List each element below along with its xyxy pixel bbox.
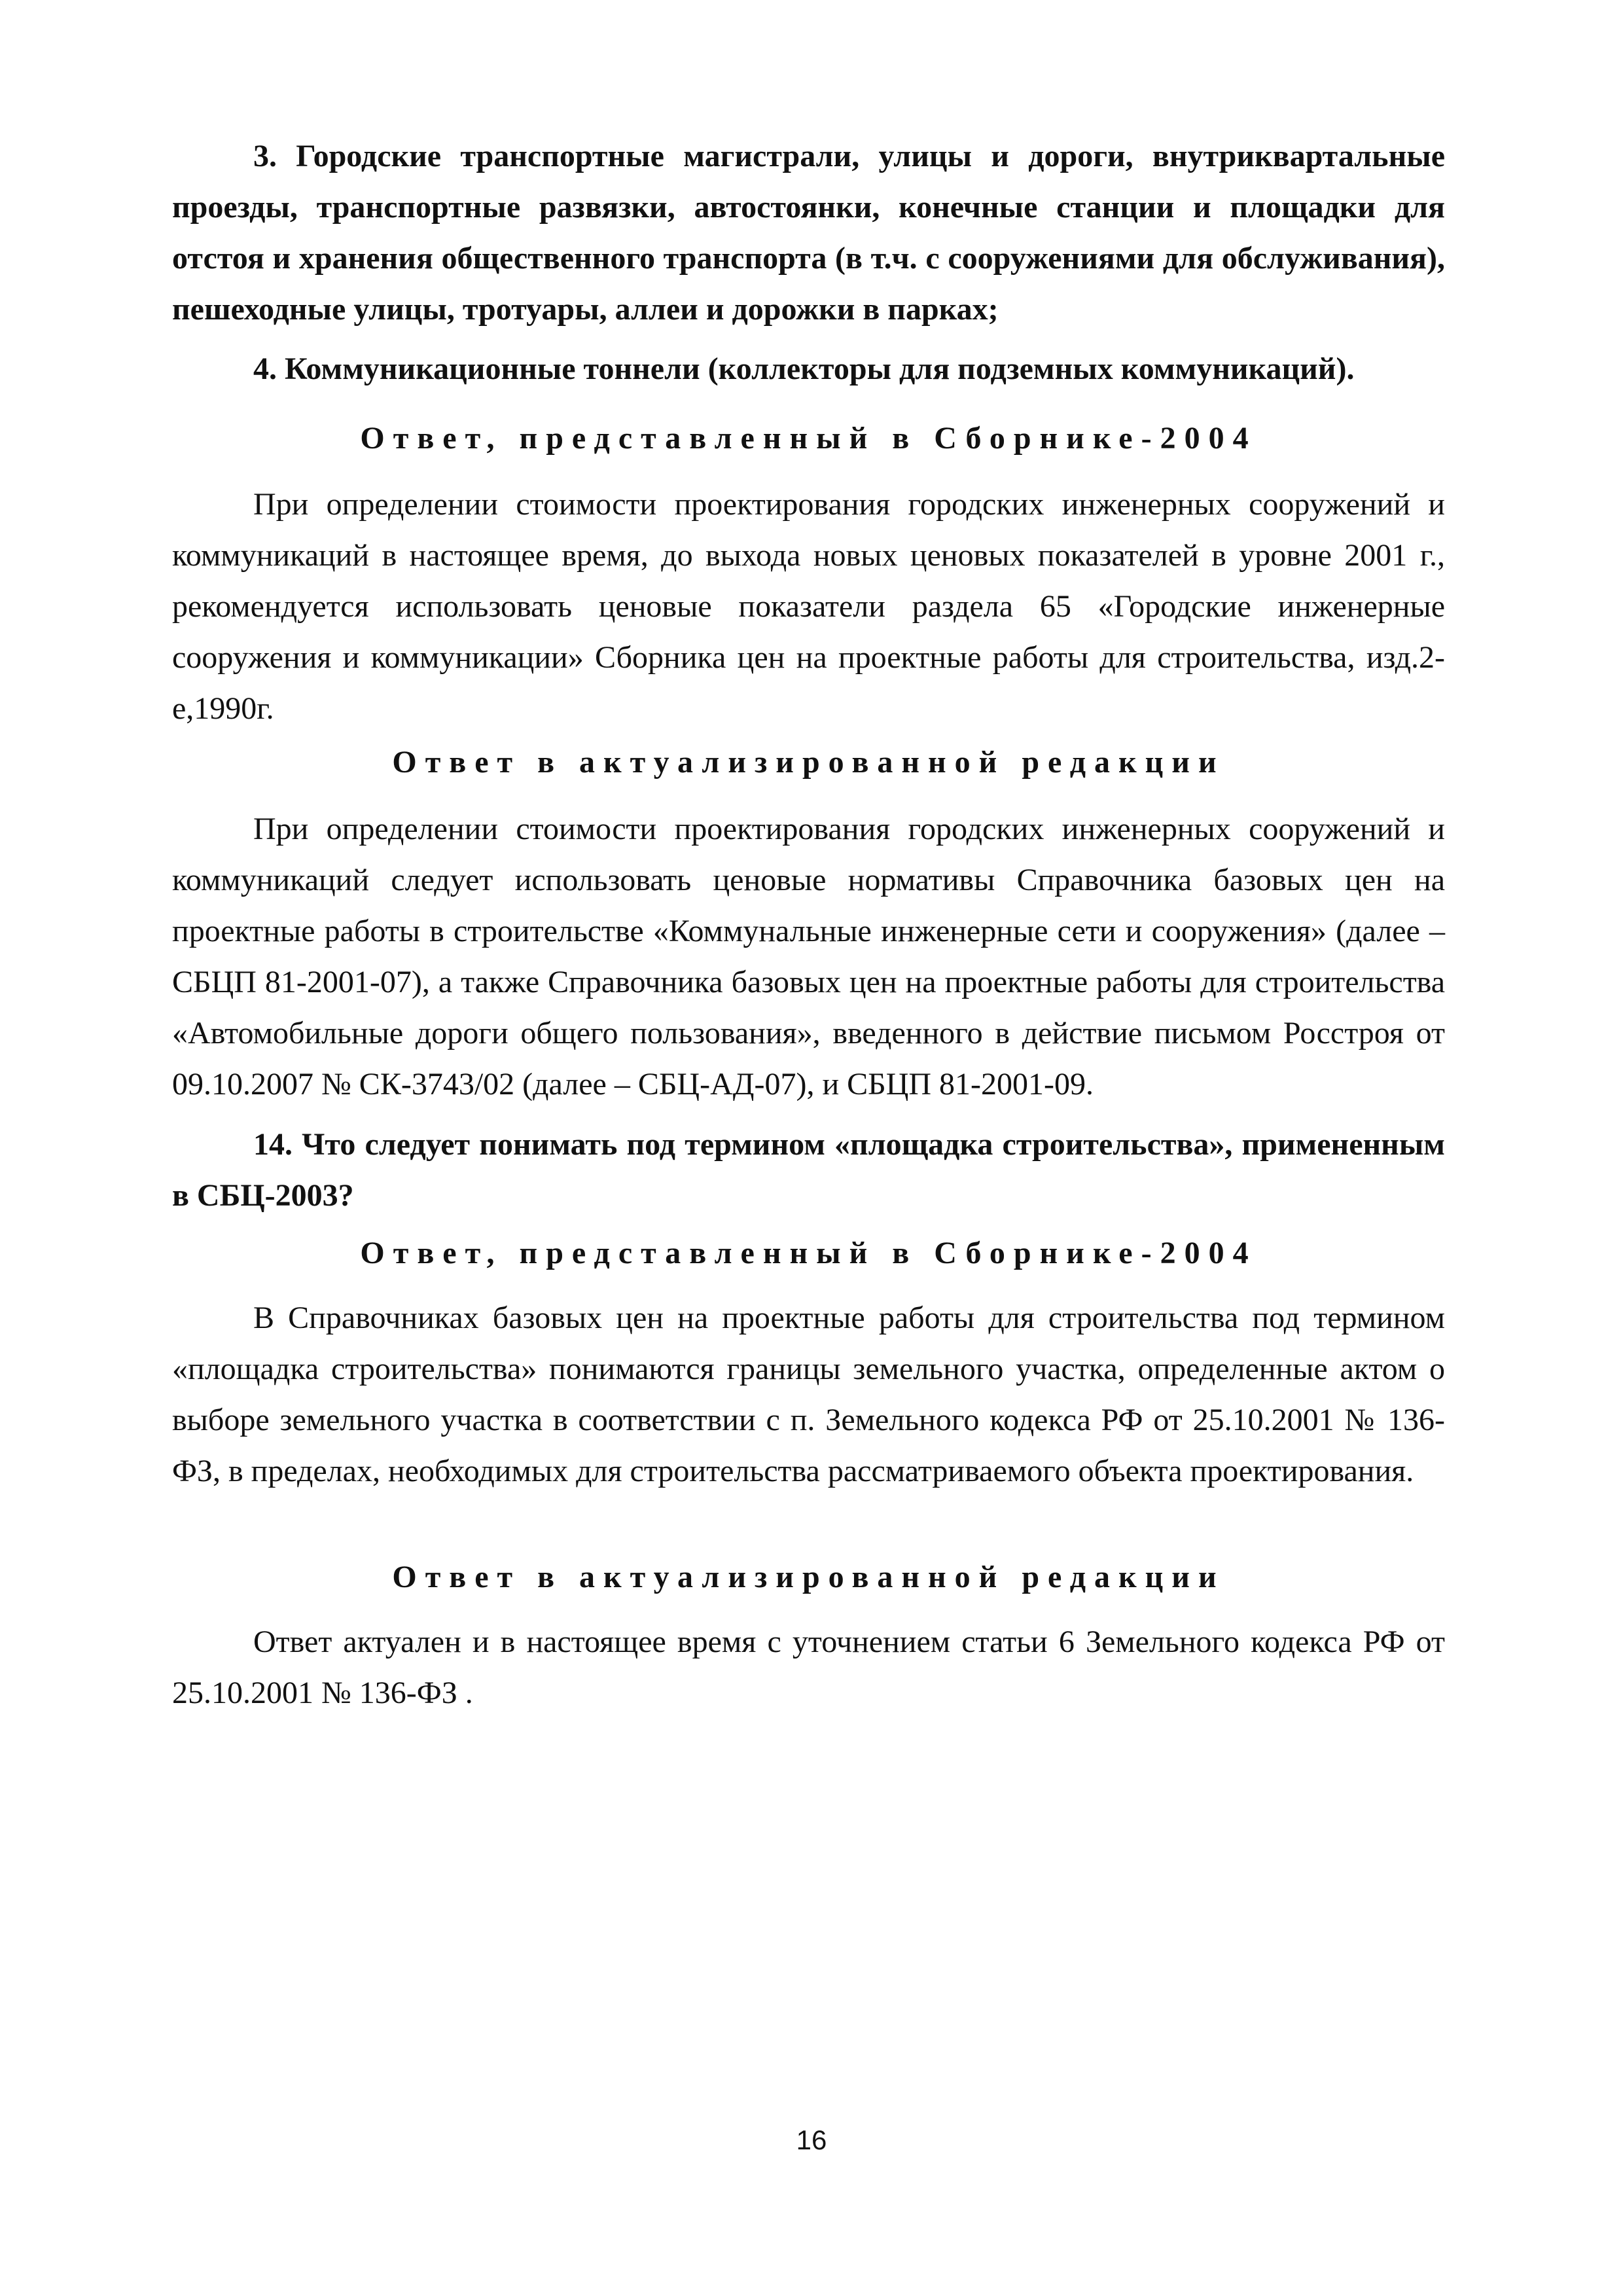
answer-2004-paragraph: При определении стоимости проектирования городских инженерных сооружений и коммуникаций в настоящее время, до выхода новых ценовых показателей в уровне 2001 г., рекомендуется использовать ценовые показатели раздела 65 «Городские инженерные сооружения и коммуникации» Сборника цен на проектные работы для строительства, изд.2-е,1990г. bbox=[172, 487, 1445, 726]
page-number: 16 bbox=[796, 2125, 827, 2155]
heading-answer-2004: Ответ, представленный в Сборнике-2004 bbox=[360, 421, 1257, 456]
answer-2004-q14-paragraph: В Справочниках базовых цен на проектные работы для строительства под термином «площадка строительства» понимаются границы земельного участка, определенные актом о выборе земельного участка в соответствии с п. Земельного кодекса РФ от 25.10.2001 № 136-ФЗ, в пределах, необходимых для строительства рассматриваемого объекта проектирования. bbox=[172, 1300, 1445, 1488]
answer-actual-paragraph: При определении стоимости проектирования городских инженерных сооружений и коммуникаций следует использовать ценовые нормативы Справочника базовых цен на проектные работы в строительстве «Коммунальные инженерные сети и сооружения» (далее – СБЦП 81-2001-07), а также Справочника базовых цен на проектные работы для строительства «Автомобильные дороги общего пользования», введенного в действие письмом Росстроя от 09.10.2007 № СК-3743/02 (далее – СБЦ-АД-07), и СБЦП 81-2001-09. bbox=[172, 812, 1445, 1102]
answer-actual-q14-paragraph: Ответ актуален и в настоящее время с уточнением статьи 6 Земельного кодекса РФ от 25.10.2001 № 136-ФЗ . bbox=[172, 1624, 1445, 1710]
list-item-3: 3. Городские транспортные магистрали, улицы и дороги, внутриквартальные проезды, транспортные развязки, автостоянки, конечные станции и площадки для отстоя и хранения общественного транспорта (в т.ч. с сооружениями для обслуживания), пешеходные улицы, тротуары, аллеи и дорожки в парках; bbox=[172, 139, 1445, 327]
question-14: 14. Что следует понимать под термином «площадка строительства», примененным в СБЦ-2003? bbox=[172, 1127, 1445, 1213]
heading-answer-2004-q14: Ответ, представленный в Сборнике-2004 bbox=[360, 1236, 1257, 1270]
list-item-4: 4. Коммуникационные тоннели (коллекторы для подземных коммуникаций). bbox=[253, 351, 1355, 386]
heading-answer-actual: Ответ в актуализированной редакции bbox=[392, 745, 1225, 780]
heading-answer-actual-q14: Ответ в актуализированной редакции bbox=[392, 1560, 1225, 1594]
